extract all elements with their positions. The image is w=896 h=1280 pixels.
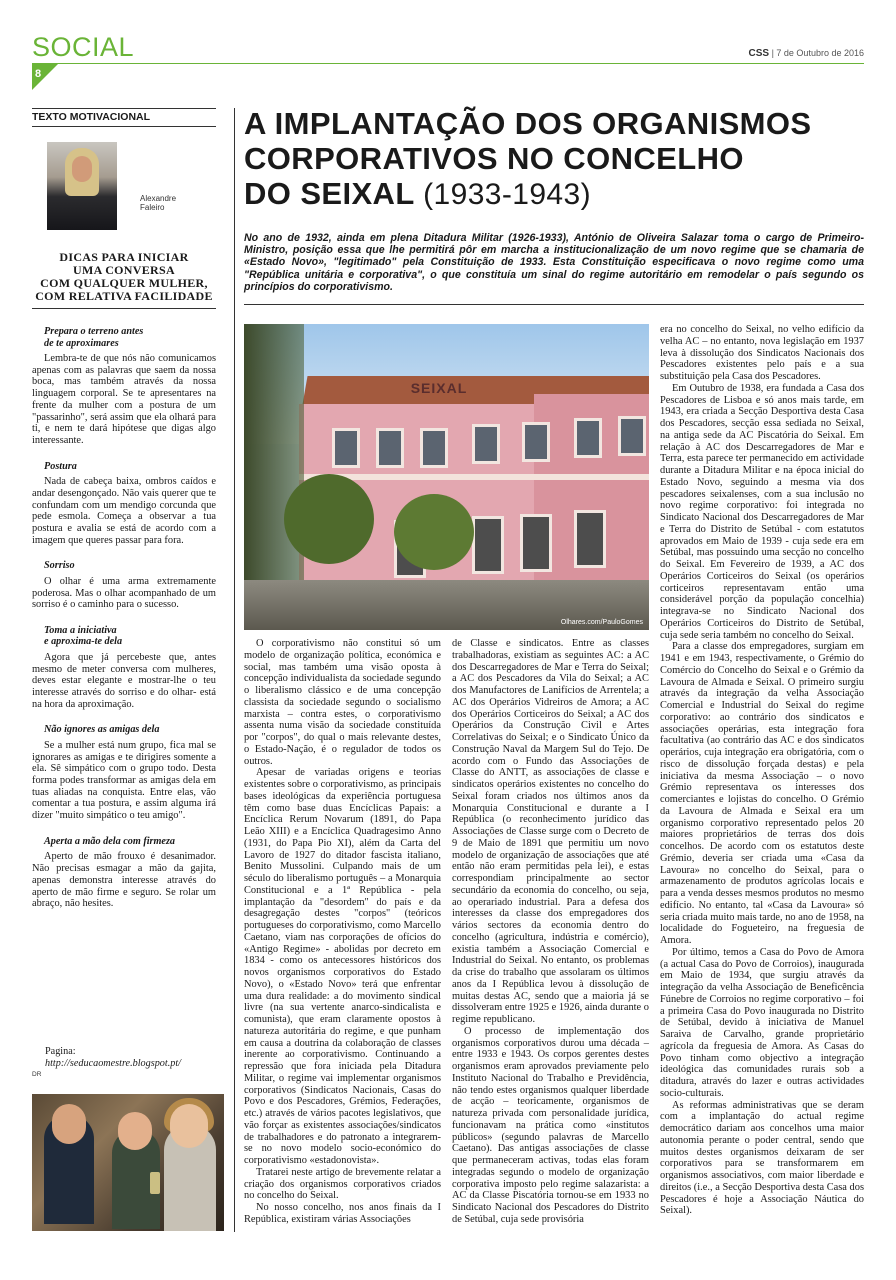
tip-text: Agora que já percebeste que, antes mesmo de meter conversa com mulheres, deves estar elegante e mostrar-lhe o teu interesse através do sorriso e do olhar- está na hora da aproximação.	[32, 651, 216, 710]
article-title-line: CORPORATIVOS NO CONCELHO	[244, 141, 744, 176]
article-column-3	[660, 324, 864, 1217]
article-title	[244, 106, 874, 212]
article-paragraph: No nosso concelho, nos anos finais da I República, existiram várias Associações	[244, 1202, 441, 1225]
tip-title: Prepara o terreno antes de te aproximares	[44, 326, 144, 349]
article-paragraph: O corporativismo não constitui só um modelo de organização política, económica e social, mas também uma visão oposta à concepção individualista da sociedade segundo o liberalismo clássico e de uma concepção classista da sociedade segundo o socialismo marxista – contra estes, o corporativismo assenta numa visão da sociedade constituída por "corpos", do qual o mais relevante destes, o Estado-Nação, é o regulador de todos os outros.	[244, 638, 441, 767]
article-column-2	[452, 638, 649, 1226]
tip-text: Lembra-te de que nós não comunicamos apenas com as palavras que saem da nossa boca, mas também através da nossa linguagem corporal. Se te apresentares na frente da mulher com a postura de um "passarinho", será assim que ela olhará para ti, e nem te dará hipótese que digas algo interessante.	[32, 353, 216, 446]
article-title-dates: (1933-1943)	[423, 178, 591, 211]
article-paragraph: O processo de implementação dos organismos corporativos durou uma década – entre 1933 e 1943. Os corpos gerentes destes organismos eram aprovados previamente pelo Instituto Nacional do Trabalho e Previdência, não tendo estes organismos qualquer liberdade de acção – teoricamente, organismos de natureza privada com personalidade jurídica, funcionavam na prática como «institutos públicos» (segundo palavras de Marcello Caetano). Das antigas associações de classe que permaneceram activas, todas elas foram integradas segundo o modelo de organização corporativa imposto pelo regime salazarista: a AC da Classe Piscatória tornou-se em 1933 no Sindicato Nacional dos Pescadores do Distrito de Setúbal, cuja sede provisória	[452, 1025, 649, 1225]
tip-title: Postura	[44, 460, 77, 472]
publication-date	[749, 48, 865, 59]
tip-text: O olhar é uma arma extremamente poderosa. Mas o olhar acompanhado de um sorriso é o caminho para o sucesso.	[32, 575, 216, 611]
article-paragraph: era no concelho do Seixal, no velho edifício da velha AC – no entanto, nova legislação em 1937 leva à dissolução dos Sindicatos Nacionais dos Pescadores existentes pelo país e a sua substituição pela Casa dos Pescadores.	[660, 324, 864, 382]
article-paragraph: Apesar de variadas origens e teorias existentes sobre o corporativismo, as principais bases ideológicas da experiência portuguesa têm como base duas Encíclicas Papais: a Encíclica Rerum Novarum (1891, do Papa Leão XIII) e a Encíclica Quadragesimo Anno (1931, do Papa Pio XI), além da Carta del Lavoro de 1927 do ditador fascista italiano, Benito Mussolini. Culpando mais de um século do liberalismo português – a Monarquia Constitucional e a 1ª República - pela implantação da "desordem" do país e da desagregação destes "corpos" (teóricos portugueses do corporativismo, como Marcello Caetano, viam nas corporações de ofícios do «Antigo Regime» - abolidas por decreto em 1834 - como os antecessores históricos dos novos organismos corporativos do Estado Novo), o «Estado Novo» terá que enfrentar uma dura realidade: a do movimento sindical livre (na sua vertente anarco-sindicalista e comunista), que eram claramente opostos à natureza autoritária do regime, e que punham em causa a doutrina da colaboração de classes inerente ao corporativismo. Continuando a repressão que fora iniciada pela Ditadura Militar, o regime vai implementar organismos corporativos (Sindicatos Nacionais, Casas do Povo e dos Pescadores, Grémios, Federações, etc.) através de vários pacotes legislativos, que vão forçar as existentes associações/sindicatos de trabalhadores e do patronato a integrarem-se no novo modelo socio-económico do corporativismo «estadonovista».	[244, 767, 441, 1166]
article-paragraph: As reformas administrativas que se deram com a implantação do actual regime democrático dariam aos concelhos uma maior autonomia perante o poder central, sendo que muitos destes organismos deixaram de ser corporativos para se transformarem em organismos associativos, com maior liberdade e direitos (i.e., a Secção Desportiva desta Casa dos Pescadores é hoje a Associação Náutica do Seixal).	[660, 1099, 864, 1217]
sidebar-headline	[32, 251, 216, 303]
article-title-line: DO SEIXAL (1933-1943)	[244, 176, 591, 211]
lead-rule	[244, 304, 864, 305]
seixal-building-photo	[244, 324, 649, 630]
page-number: 8	[35, 68, 42, 80]
sidebar-headline-line: UMA CONVERSA	[73, 263, 175, 277]
publication-name: CSS	[748, 48, 770, 59]
tip-text: Se a mulher está num grupo, fica mal se ignorares as amigas e te dirigires somente a ela. Sê simpático com o grupo todo. Desta forma podes transformar as amigas dela em tuas aliadas na conquista. Entre elas, vão comentar a tua postura, e assim alguma irá dizer "muito simpático o teu amigo".	[32, 739, 216, 822]
tip-text: Aperto de mão frouxo é desanimador. Não precisas esmagar a mão da gajita, apenas demonstra interesse através do aperto de mão firme e seguro. Se rolar um abraço, não hesites.	[32, 851, 216, 910]
source-page-url[interactable]: http://seducaomestre.blogspot.pt/	[45, 1057, 182, 1069]
article-lead: No ano de 1932, ainda em plena Ditadura Militar (1926-1933), António de Oliveira Salazar toma o cargo de Primeiro-Ministro, posição essa que lhe permitirá pôr em marcha a institucionalização de um novo regime que se chamaria de «Estado Novo», "legitimado" pela Constituição de 1933. Esta Constituição especificava o novo regime como uma "República unitária e corporativa", o que constituía um sinal do regime autoritário em remodelar o país segundo os princípios do corporativismo.	[244, 232, 864, 293]
author-name	[140, 194, 176, 212]
photo-credit: DR	[32, 1071, 42, 1078]
article-paragraph: Em Outubro de 1938, era fundada a Casa dos Pescadores de Lisboa e só anos mais tarde, em 1943, era criada a Secção Desportiva desta Casa dos Pescadores, secção essa sediada no Seixal, na antiga sede da AC Piscatória do Seixal. Em relação à AC dos Descarregadores de Mar e Terra, esta parece ter permanecido em actividade durante a Ditadura Militar e na época inicial do Estado Novo, seguindo a mesma via dos pescadores seixalenses, com a sua inclusão no novo regime corporativo: foi integrada no Sindicato Nacional dos Descarregadores de Mar e Terra do Distrito de Setúbal - com estatutos aprovados em Maio de 1939 - cuja sede era em Setúbal, mas possuindo uma secção no concelho do Seixal. Em Fevereiro de 1939, a AC dos Operários Corticeiros do Seixal (os operários corticeiros representavam então uma considerável porção da população concelhia) integrava-se no Sindicato Nacional dos Operários Corticeiros do Distrito de Setúbal, cuja sede seria também no concelho do Seixal.	[660, 382, 864, 641]
tip-title: Aperta a mão dela com firmeza	[44, 835, 176, 847]
building-sign: SEIXAL	[410, 380, 468, 396]
tip-title: Não ignores as amigas dela	[44, 724, 160, 736]
sidebar-body	[32, 326, 216, 919]
sidebar-headline-line: COM RELATIVA FACILIDADE	[35, 289, 213, 303]
article-paragraph: de Classe e sindicatos. Entre as classes trabalhadoras, existiam as seguintes AC: a AC dos Descarregadores de Mar e Terra do Seixal; a AC dos Pescadores da Vila do Seixal; a AC dos Manufactores de Lanifícios de Arrentela; a AC dos Operários Vidreiros de Amora; a AC dos Operários Corticeiros do Seixal; a AC dos Operários da Construção Civil e Artes Correlativas do Seixal; e o Sindicato Único da Construção Naval da Margem Sul do Tejo. De acordo com o Fundo das Associações de Classe do ANTT, as associações de classe e sindicatos operários existentes no concelho do Seixal foram criados nos últimos anos da Monarquia Constitucional e durante a I República (o reconhecimento jurídico das Associações de Classe surge com o Decreto de 9 de Maio de 1891 que permitiu um novo modelo de organização de associações que até então não eram permitidas pela lei), e estas correspondiam principalmente ao sector secundário da economia do concelho, ou seja, ao operariado industrial. Para a defesa dos interesses da classe dos empregadores dos vários sectores da economia dentro do concelho (agricultura, indústria e comércio), existia também a Associação Comercial e Industrial do Seixal. No entanto, os problemas da crise do trabalho que assolaram os últimos anos da I República levou à dissolução de muitas destas AC, sendo que a maioria já se dissolveram entre 1925 e 1926, ainda durante o regime republicano.	[452, 638, 649, 1025]
author-first-name: Alexandre	[140, 194, 177, 203]
author-last-name: Faleiro	[140, 203, 165, 212]
section-title: SOCIAL	[32, 32, 135, 62]
source-page-label: Pagina:	[45, 1046, 76, 1057]
source-page	[45, 1046, 181, 1069]
article-paragraph: Para a classe dos empregadores, surgiam em 1941 e em 1943, respectivamente, o Grémio do Comércio do Concelho do Seixal e o Grémio da Lavoura de Almada e Seixal. O primeiro surgiu através da integração da velha Associação Comercial e Industrial do Seixal do regime corporativo: ao contrário dos sindicatos e associações operárias, esta integração fora facultativa (ao contrário das AC e dos sindicatos operários, cuja integração era obrigatória, com o risco de dissolução forçada destas) e pela iniciativa da mesma Associação – o novo Grémio representava os interesses dos comerciantes e lojistas do concelho. O Grémio da Lavoura de Almada e Seixal era um organismo corporativo representado pelos 20 maiores proprietários de terras dos dois concelhos. De acordo com os estatutos deste Grémio, deveria ser criada uma «Casa da Lavoura» no concelho do Seixal, para o armazenamento de produtos agrícolas locais e para a venda desses mesmos produtos no mesmo edifício. No entanto, tal «Casa da Lavoura» só seria criada muito mais tarde, no ano de 1958, na localidade do Fogueteiro, na freguesia de Amora.	[660, 641, 864, 946]
author-photo	[47, 142, 117, 230]
sidebar-label: TEXTO MOTIVACIONAL	[32, 108, 216, 127]
article-column-1	[244, 638, 441, 1226]
party-photo	[32, 1094, 224, 1231]
article-title-line: A IMPLANTAÇÃO DOS ORGANISMOS	[244, 106, 812, 141]
column-divider	[234, 108, 235, 1232]
tip-title: Sorriso	[44, 560, 75, 572]
sidebar-rule	[32, 308, 216, 309]
header-rule	[32, 63, 864, 64]
sidebar-headline-line: COM QUALQUER MULHER,	[40, 276, 208, 290]
building-photo-credit: Olhares.com/PauloGomes	[560, 619, 643, 626]
tip-text: Nada de cabeça baixa, ombros caídos e andar desengonçado. Não vais querer que te confundam com um mendigo corcunda que pede esmola. Começa a observar a tua postura e avalia se está de acordo com a imagem que queres passar para fora.	[32, 476, 216, 546]
article-paragraph: Por último, temos a Casa do Povo de Amora (a actual Casa do Povo de Corroios), inaugurada em Maio de 1934, que surgiu através da integração da velha Associação de Beneficência Fúnebre de Corroios no regime corporativo – foi a primeira Casa do Povo inaugurada no Distrito de Setúbal, devido à iniciativa de Manuel Saraiva de Carvalho, grande proprietário agrícola da freguesia de Amora. As Casas do Povo tinham como objectivo a integração ideológica das comunidades rurais sob a ditadura, através do lazer e outras actividades socio-culturais.	[660, 946, 864, 1099]
tip-title: Toma a iniciativa e aproxima-te dela	[44, 624, 123, 648]
issue-date: | 7 de Outubro de 2016	[771, 48, 864, 58]
sidebar-headline-line: DICAS PARA INICIAR	[59, 250, 189, 264]
article-paragraph: Tratarei neste artigo de brevemente relatar a criação dos organismos corporativos criados no concelho do Seixal.	[244, 1166, 441, 1202]
